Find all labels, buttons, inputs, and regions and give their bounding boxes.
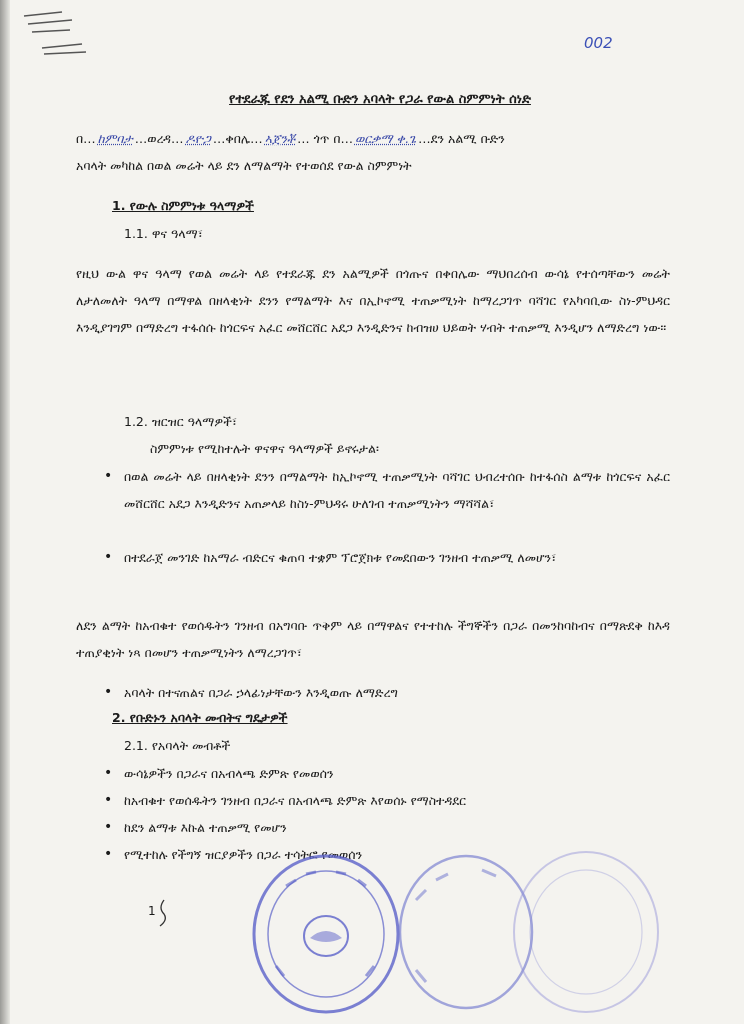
intro-line-2: አባላት መካከል በወል መሬት ላይ ደን ለማልማት የተወሰደ የውል ስምምነት	[76, 158, 412, 173]
section-2-heading: 2. የቡድኑን አባላት መብትና ግዴታዎች	[112, 710, 288, 725]
objective-paragraph-2: ለደን ልማት ከአብቁተ የወሰዱትን ገንዘብ በአግባቡ ጥቅም ላይ በማዋልና የተተከሉ ችግኞችን በጋራ በመንከባከብና በማጽደቅ ከእዳ ተጠያቂነት ነጻ በመሆን ተጠቃሚነትን ለማረጋገጥ፣	[76, 618, 670, 660]
rights-bullet-4-text: የሚተከሉ የችግኝ ዝርያዎችን በጋራ ተሳትፎ የመወሰን	[124, 847, 363, 862]
kebele-label: ቀበሌ	[225, 131, 251, 146]
objective-bullet-3-text: አባላት በተናጠልና በጋራ ኃላፊነታቸውን እንዲወጡ ለማድረግ	[124, 685, 398, 700]
rights-bullet-1-text: ውሳኔዎችን በጋራና በአብላጫ ድምጽ የመወሰን	[124, 766, 334, 781]
objective-bullet-1	[104, 463, 670, 517]
zone-value: ከምባታ	[97, 131, 133, 146]
section-1-1-paragraph: የዚህ ውል ዋና ዓላማ የወል መሬት ላይ የተደራጁ ደን አልሚዎች በጎጡና በቀበሌው ማህበረሰብ ውሳኔ የተሰጣቸውን መሬት ለታለመለት ዓላማ በማዋል በዘላቂነት ደንን የማልማት እና በኢኮኖሚ ተጠቃሚነት ከማረጋገጥ ባሻገር የአካባቢው ስነ-ምህዳር እንዲያገግም በማድረግ ተፋሰሱ ከጎርፍና አፈር መሸርሸር አደጋ እንዲድንና ከብዝሀ ህይወት ሃብት ተጠቃሚ እንዲሆን ለማድረግ ነው፡፡	[76, 266, 670, 335]
rights-bullet-2-text: ከአብቁተ የወሰዱትን ገንዘብ በጋራና በአብላጫ ድምጽ እየወሰኑ የማስተዳደር	[124, 793, 467, 808]
rights-bullet-3	[104, 814, 287, 841]
signature-mark	[156, 898, 170, 928]
section-1-1-heading: 1.1. ዋና ዓላማ፣	[124, 226, 203, 241]
woreda-label: ወረዳ	[147, 131, 171, 146]
rights-bullet-3-text: ከደን ልማቱ እኩል ተጠቃሚ የመሆን	[124, 820, 287, 835]
section-2-1-heading: 2.1. የአባላት መብቶች	[124, 738, 231, 753]
document-title: የተደራጁ የደን አልሚ ቡድን አባላት የጋራ የውል ስምምነት ሰነድ	[229, 92, 531, 107]
objective-bullet-2-text: በተደራጀ መንገድ ከአማራ ብድርና ቁጠባ ተቋም ፕሮጀክቱ የመደበውን ገንዘብ ተጠቃሚ ለመሆን፣	[124, 550, 557, 565]
rights-bullet-2	[104, 787, 467, 814]
official-stamp-left	[246, 846, 406, 1016]
objective-bullet-2	[104, 544, 670, 571]
section-1-heading: 1. የውሉ ስምምነቱ ዓላማዎች	[112, 198, 254, 213]
section-1-2-heading: 1.2. ዝርዝር ዓላማዎች፣	[124, 414, 238, 429]
section-1-2-intro: ስምምነቱ የሚከተሉት ዋናዋና ዓላማዎች ይኖሩታል፡	[150, 441, 379, 456]
bullet-dot: •	[104, 549, 113, 565]
date-value: ወርቃማ ቀ.ጌ	[354, 131, 417, 146]
scan-artifact-marks	[22, 8, 112, 68]
date-prefix: ጎጥ በ	[313, 131, 341, 146]
intro-prefix: በ	[76, 131, 84, 146]
bullet-dot: •	[104, 684, 113, 700]
bullet-dot: •	[104, 468, 113, 484]
bullet-dot: •	[104, 846, 113, 862]
scan-edge-shadow	[0, 0, 10, 1024]
page-number: 1	[148, 904, 156, 918]
woreda-value: ዶዮጋ	[185, 131, 211, 146]
page-code-handwritten: 002	[584, 34, 613, 52]
official-stamp-right	[396, 840, 666, 1020]
bullet-dot: •	[104, 765, 113, 781]
bullet-dot: •	[104, 819, 113, 835]
intro-line-1: በ… ከምባታ …ወረዳ… ዶዮጋ …ቀበሌ… ኣጀንቾ … ጎጥ በ… ወርቃማ ቀ.ጌ …ደን አልሚ ቡድን	[76, 131, 505, 146]
rights-bullet-1	[104, 760, 334, 787]
objective-bullet-3	[104, 679, 670, 706]
kebele-value: ኣጀንቾ	[264, 131, 296, 146]
intro-after-date: ደን አልሚ ቡድን	[430, 131, 505, 146]
objective-bullet-1-text: በወል መሬት ላይ በዘላቂነት ደንን በማልማት ከኢኮኖሚ ተጠቃሚነት ባሻገር ህብረተሰቡ ከተፋሰስ ልማቱ ከጎርፍና አፈር መሸርሸር አደጋ እንዲድንና አጠቃላይ ከስነ-ምህዳሩ ሁለገብ ተጠቃሚነትን ማሻሻል፣	[124, 469, 670, 511]
bullet-dot: •	[104, 792, 113, 808]
